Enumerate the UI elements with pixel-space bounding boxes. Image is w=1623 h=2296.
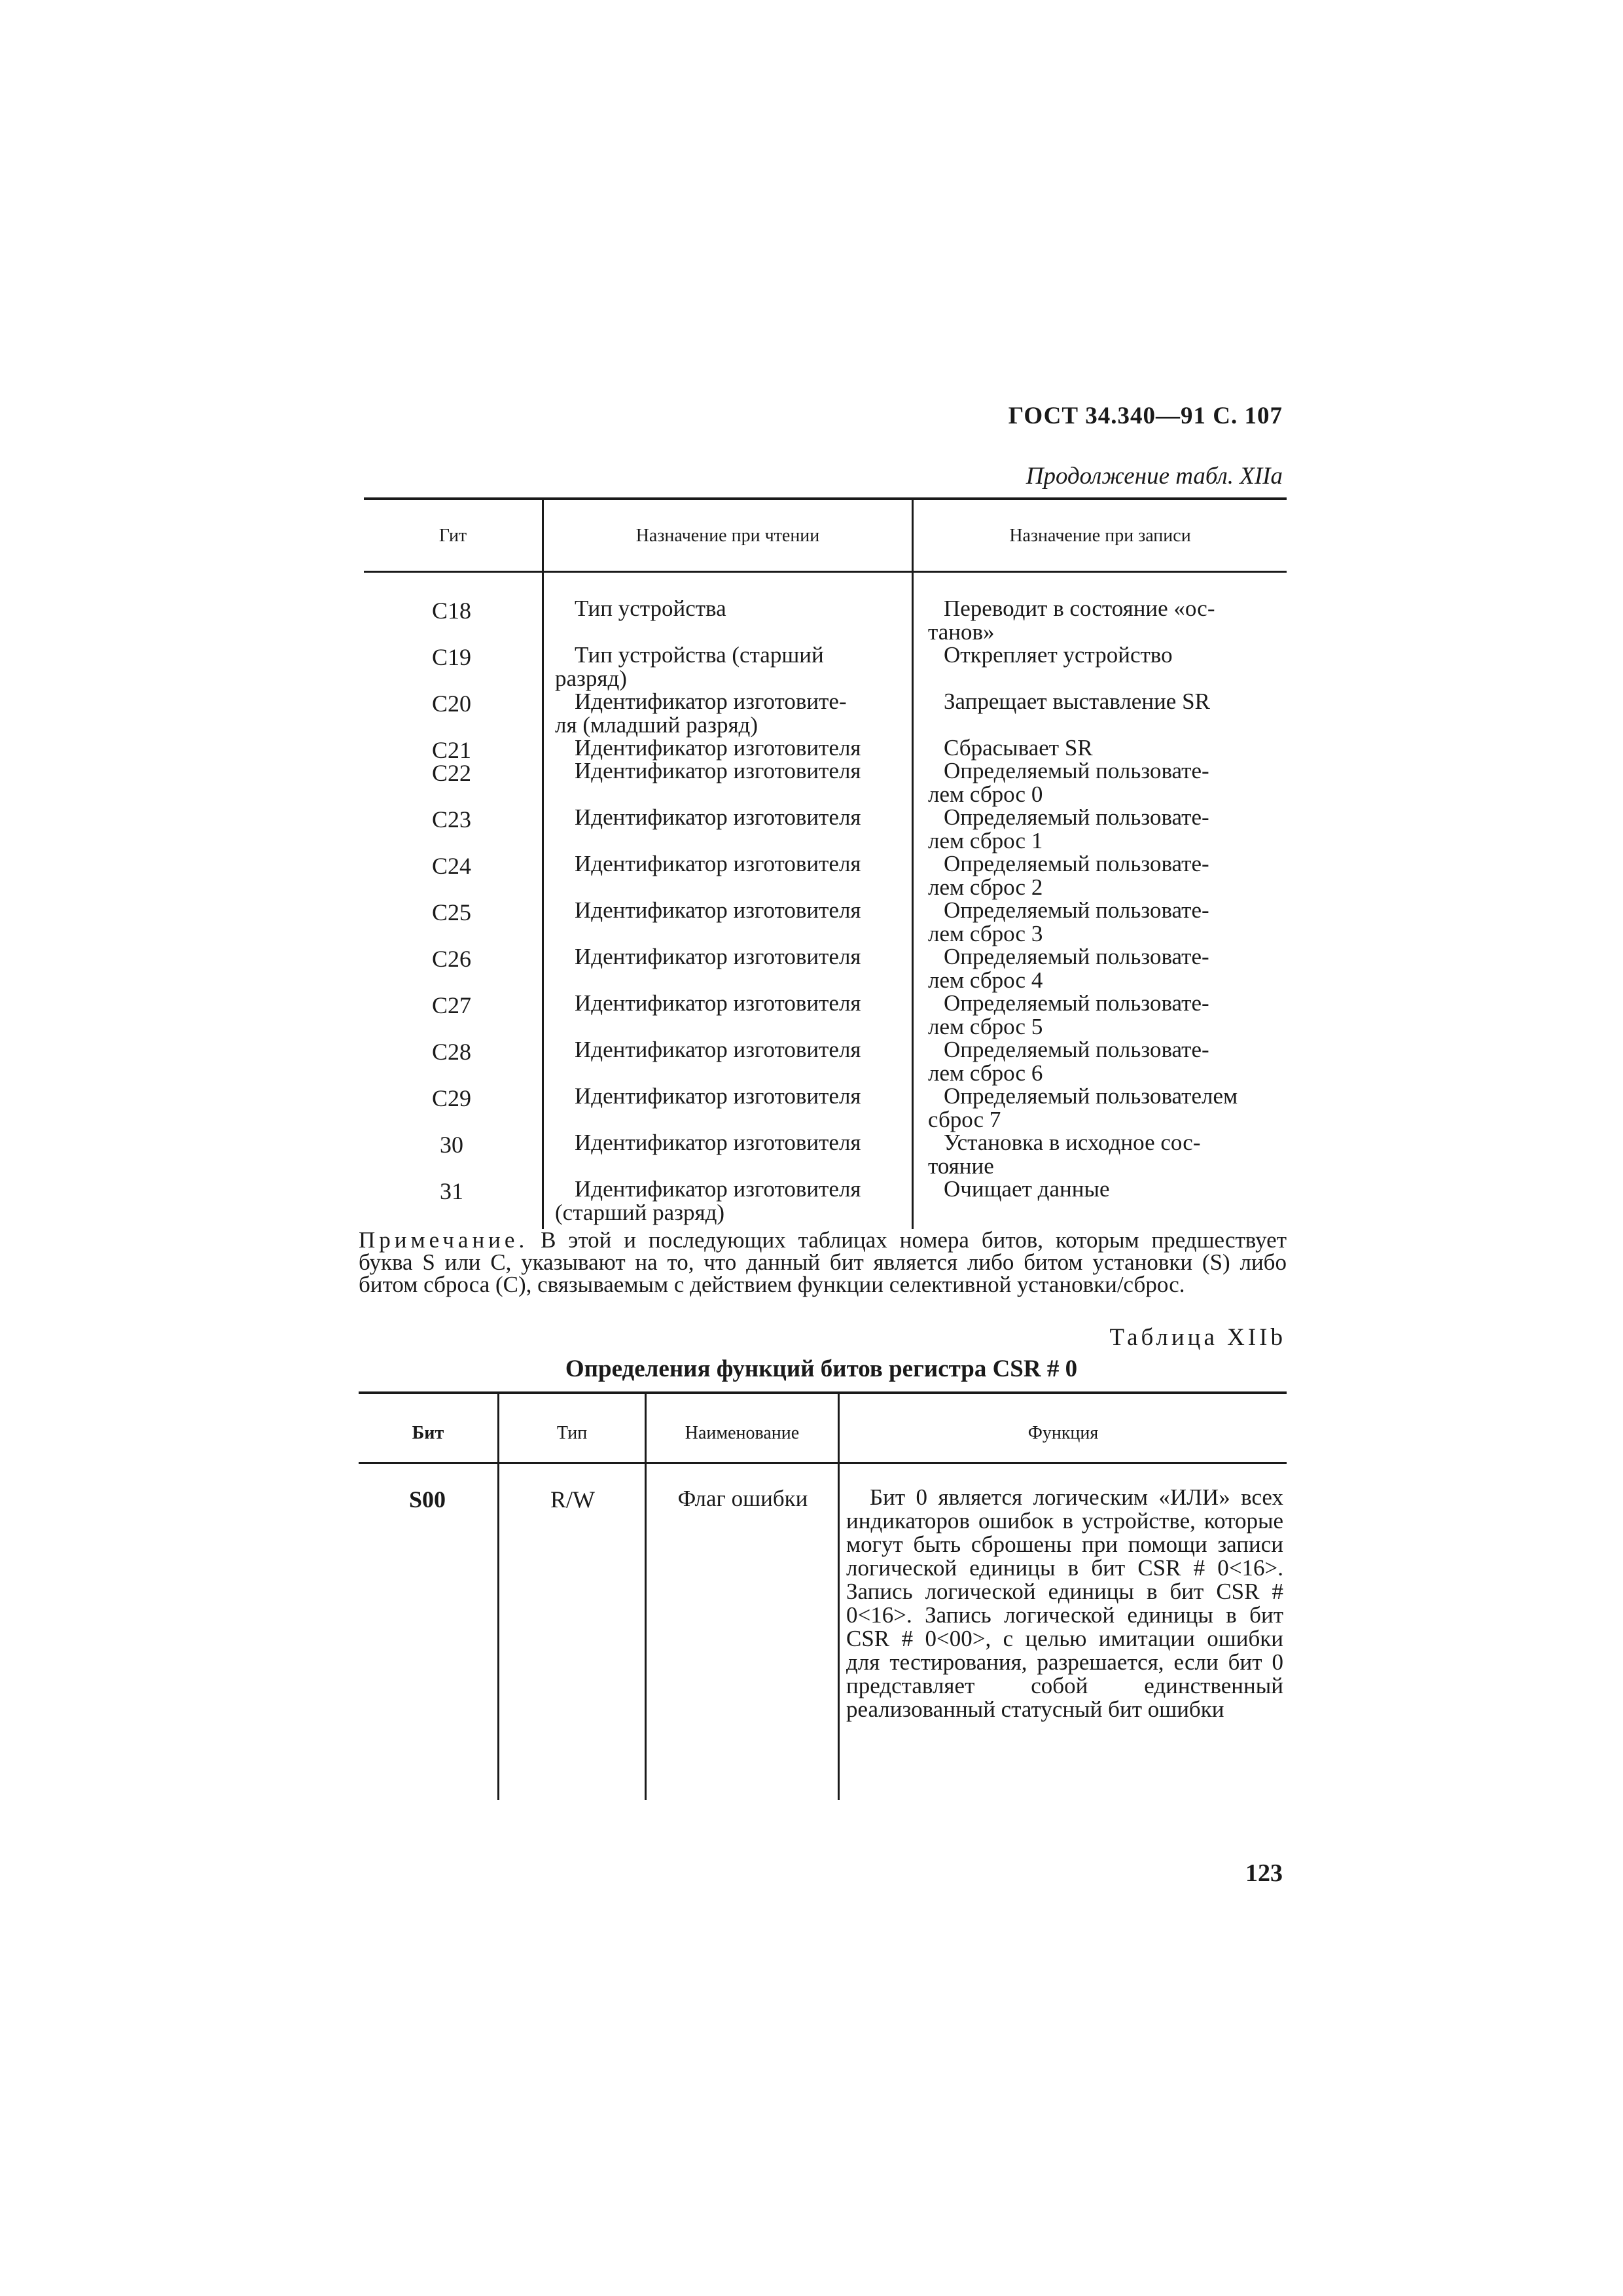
table-b-divider-2 [645, 1394, 647, 1800]
table-a-write-line: лем сброс 5 [928, 1014, 1043, 1039]
table-a-write-line: Открепляет устройство [944, 642, 1173, 668]
table-a-cell-read [555, 736, 895, 760]
table-a-write-line: Запрещает выставление SR [944, 689, 1210, 714]
table-a-write-line: Определяемый пользовате- [944, 897, 1209, 923]
table-a-write-line: Определяемый пользовате- [944, 758, 1209, 783]
table-a-read-line: Идентификатор изготовителя [575, 758, 861, 783]
table-b-cell-type: R/W [550, 1486, 595, 1513]
table-a-write-line: Переводит в состояние «ос- [944, 596, 1215, 621]
gost-header: ГОСТ 34.340—91 С. 107 [1008, 403, 1283, 429]
table-a-read-line: ля (младший разряд) [555, 712, 758, 738]
table-a-read-line: Идентификатор изготовителя [575, 897, 861, 923]
table-a-read-line: Идентификатор изготовителя [575, 1037, 861, 1062]
table-a-cell-bit: C18 [431, 598, 471, 624]
table-a-write-line: лем сброс 0 [928, 781, 1043, 807]
table-a-cell-write [928, 1038, 1285, 1085]
table-a-cell-write [928, 597, 1285, 644]
table-a-cell-bit: 31 [440, 1178, 463, 1204]
table-a-read-line: Идентификатор изготовителя [575, 735, 861, 761]
table-a-cell-bit: C25 [431, 899, 471, 925]
table-a-cell-read [555, 992, 895, 1015]
table-a-cell-write [928, 1177, 1285, 1201]
table-a-cell-write [928, 690, 1285, 713]
table-continuation-label: Продолжение табл. XIIa [1026, 463, 1283, 490]
table-a-cell-write [928, 899, 1285, 946]
table-a-cell-read [555, 1038, 895, 1062]
table-a-read-line: Тип устройства [575, 596, 726, 621]
table-a-header-write: Назначение при записи [1009, 526, 1191, 546]
table-a-cell-bit: C26 [431, 946, 471, 972]
table-b-divider-1 [497, 1394, 499, 1800]
table-a-cell-read [555, 597, 895, 620]
table-a-read-line: разряд) [555, 666, 627, 691]
table-a-read-line: Идентификатор изготовите- [575, 689, 847, 714]
table-a-read-line: Идентификатор изготовителя [575, 1083, 861, 1109]
table-a-cell-write [928, 759, 1285, 806]
table-a-read-line: (старший разряд) [555, 1200, 725, 1225]
table-a-top-rule [364, 497, 1287, 500]
table-b-cell-bit: S00 [408, 1486, 446, 1513]
table-a-divider-1 [542, 500, 544, 1229]
table-a-cell-read [555, 1131, 895, 1155]
table-a-cell-write [928, 945, 1285, 992]
table-a-write-line: Определяемый пользовате- [944, 990, 1209, 1016]
table-a-cell-bit: C24 [431, 853, 471, 879]
table-b-header-name: Наименование [685, 1423, 800, 1443]
table-a-cell-write [928, 992, 1285, 1039]
page-number: 123 [1245, 1859, 1283, 1887]
table-a-write-line: лем сброс 3 [928, 921, 1043, 946]
table-a-cell-bit: C22 [431, 760, 471, 786]
table-a-write-line: Определяемый пользователем [944, 1083, 1238, 1109]
table-a-write-line: Определяемый пользовате- [944, 1037, 1209, 1062]
table-b-divider-3 [838, 1394, 840, 1800]
table-a-header-rule [364, 571, 1287, 573]
table-a-write-line: тояние [928, 1153, 994, 1179]
table-a-cell-read [555, 852, 895, 876]
table-a-divider-2 [912, 500, 914, 1229]
table-a-cell-read [555, 759, 895, 783]
table-a-cell-bit: C20 [431, 691, 471, 717]
table-a-cell-write [928, 643, 1285, 667]
table-a-write-line: лем сброс 6 [928, 1060, 1043, 1086]
table-a-write-line: лем сброс 1 [928, 828, 1043, 853]
table-a-write-line: Сбрасывает SR [944, 735, 1093, 761]
table-a-cell-read [555, 899, 895, 922]
table-a-read-line: Идентификатор изготовителя [575, 1176, 861, 1202]
table-a-cell-read [555, 1177, 895, 1225]
table-a-cell-bit: C23 [431, 806, 471, 833]
table-a-cell-read [555, 643, 895, 691]
table-a-read-line: Идентификатор изготовителя [575, 851, 861, 876]
table-a-header-bit: Гит [438, 526, 467, 546]
table-a-cell-write [928, 1131, 1285, 1178]
table-a-write-line: танов» [928, 619, 995, 645]
table-a-cell-read [555, 806, 895, 829]
table-a-cell-bit: C28 [431, 1039, 471, 1065]
table-a-cell-write [928, 806, 1285, 853]
table-a-write-line: Определяемый пользовате- [944, 944, 1209, 969]
table-a-read-line: Идентификатор изготовителя [575, 804, 861, 830]
table-a-write-line: Очищает данные [944, 1176, 1110, 1202]
table-b-header-type: Тип [556, 1423, 588, 1443]
table-a-write-line: лем сброс 2 [928, 874, 1043, 900]
table-a-cell-bit: C19 [431, 644, 471, 670]
table-a-cell-write [928, 736, 1285, 760]
table-a-cell-write [928, 1085, 1285, 1132]
table-b-header-function: Функция [1027, 1423, 1099, 1443]
table-a-write-line: Определяемый пользовате- [944, 851, 1209, 876]
note-text: В этой и последующих таблицах номера битов, которым предшествует буква S или C, указывают на то, что данный бит является либо битом установки (S) либо битом сброса (C), связываемым с действием функции селективной установки/сброс. [359, 1227, 1287, 1297]
table-a-read-line: Идентификатор изготовителя [575, 1130, 861, 1155]
table-b-label: Таблица XIIb [1109, 1324, 1286, 1351]
table-a-read-line: Тип устройства (старший [575, 642, 824, 668]
table-a-header-read: Назначение при чтении [635, 526, 820, 546]
table-a-write-line: Установка в исходное сос- [944, 1130, 1201, 1155]
table-a-cell-read [555, 1085, 895, 1108]
table-a-cell-read [555, 945, 895, 969]
table-a-write-line: Определяемый пользовате- [944, 804, 1209, 830]
table-a-cell-bit: C21 [431, 737, 471, 763]
table-b-title: Определения функций битов регистра CSR # 0 [565, 1355, 1078, 1382]
table-a-write-line: лем сброс 4 [928, 967, 1043, 993]
table-b-cell-function: Бит 0 является логическим «ИЛИ» всех индикаторов ошибок в устройстве, которые могут быть сброшены при помощи записи логической единицы в бит CSR # 0<16>. Запись логической единицы в бит CSR # 0<16>. Запись логической единицы в бит CSR # 0<00>, с целью имитации ошибки для тестирования, разрешается, если бит 0 представляет собой единственный реализованный статусный бит ошибки [846, 1484, 1283, 1722]
note-paragraph [359, 1229, 1287, 1296]
table-b-cell-name: Флаг ошибки [677, 1486, 808, 1511]
table-a-cell-read [555, 690, 895, 737]
table-a-write-line: сброс 7 [928, 1107, 1001, 1132]
table-a-cell-bit: C27 [431, 992, 471, 1018]
table-a-cell-write [928, 852, 1285, 899]
table-a-read-line: Идентификатор изготовителя [575, 990, 861, 1016]
table-a-cell-bit: C29 [431, 1085, 471, 1111]
table-a-read-line: Идентификатор изготовителя [575, 944, 861, 969]
table-b-header-bit: Бит [412, 1423, 444, 1443]
note-label: Примечание. [359, 1227, 529, 1253]
table-a-cell-bit: 30 [440, 1132, 463, 1158]
